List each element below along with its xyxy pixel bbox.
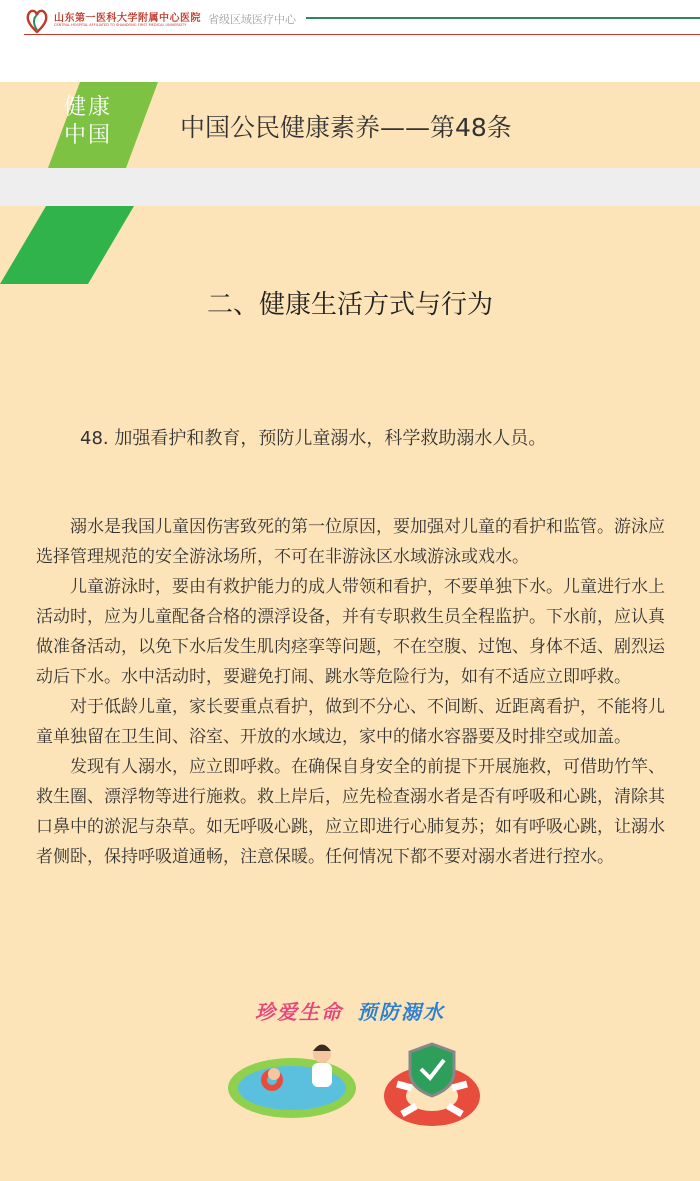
badge-line-2: 中国 <box>63 123 112 148</box>
hospital-name: 山东第一医科大学附属中心医院 <box>54 13 201 24</box>
article-body <box>36 512 666 872</box>
article-subtitle: 48. 加强看护和教育，预防儿童溺水，科学救助溺水人员。 <box>80 428 547 449</box>
paragraph: 发现有人溺水，应立即呼救。在确保自身安全的前提下开展施救，可借助竹竿、救生圈、漂浮物等进行施救。救上岸后，应先检查溺水者是否有呼吸和心跳，清除其口鼻中的淤泥与杂草。如无呼吸心跳，应立即进行心肺复苏；如有呼吸心跳，让溺水者侧卧，保持呼吸道通畅，注意保暖。任何情况下都不要对溺水者进行控水。 <box>36 757 665 867</box>
section-title: 二、健康生活方式与行为 <box>206 290 493 320</box>
pool-scene-icon <box>228 1045 356 1119</box>
page-header <box>0 0 700 40</box>
slogan-part-2: 预防溺水 <box>357 1000 445 1024</box>
divider-band <box>0 168 700 206</box>
header-green-line <box>306 17 700 19</box>
slogan <box>0 996 700 1025</box>
drowning-prevention-illustration <box>222 1036 492 1132</box>
header-red-line <box>24 34 700 35</box>
paragraph: 对于低龄儿童，家长要重点看护，做到不分心、不间断、近距离看护，不能将儿童单独留在卫生间、浴室、开放的水域边，家中的储水容器要及时排空或加盖。 <box>36 697 665 747</box>
page-title: 中国公民健康素养——第48条 <box>180 113 512 142</box>
hospital-logo-icon <box>24 6 50 34</box>
healthy-china-badge-text <box>58 94 118 150</box>
badge-line-1: 健康 <box>63 95 112 120</box>
slogan-part-1: 珍爱生命 <box>255 1000 343 1024</box>
paragraph: 儿童游泳时，要由有救护能力的成人带领和看护，不要单独下水。儿童进行水上活动时，应为儿童配备合格的漂浮设备，并有专职救生员全程监护。下水前，应认真做准备活动，以免下水后发生肌肉痉挛等问题，不在空腹、过饱、身体不适、剧烈运动后下水。水中活动时，要避免打闹、跳水等危险行为，如有不适应立即呼救。 <box>36 577 665 687</box>
hospital-tagline: 省级区域医疗中心 <box>208 13 296 26</box>
paragraph: 溺水是我国儿童因伤害致死的第一位原因，要加强对儿童的看护和监管。游泳应选择管理规范的安全游泳场所，不可在非游泳区水域游泳或戏水。 <box>36 517 665 567</box>
hospital-english-name: CENTRAL HOSPITAL AFFILIATED TO SHANDONG FIRST MEDICAL UNIVERSITY <box>54 23 187 27</box>
lifebuoy-shield-icon <box>384 1044 480 1126</box>
